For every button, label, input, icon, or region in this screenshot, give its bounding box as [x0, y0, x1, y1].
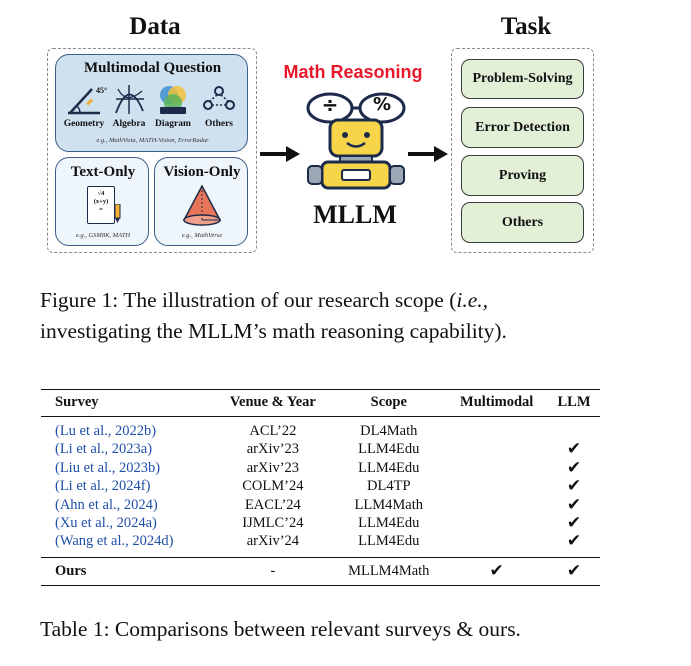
multimodal-cell: [445, 417, 548, 441]
scope-cell: LLM4Edu: [358, 441, 420, 458]
figure-caption-italic: i.e.,: [456, 288, 489, 312]
multimodal-cell: [445, 477, 548, 495]
multimodal-cell: [445, 496, 548, 514]
header-scope: Scope: [332, 390, 445, 417]
llm-check-icon: ✔: [548, 557, 600, 585]
paper-line-2: (x+y): [93, 198, 109, 205]
table-row: [41, 477, 600, 495]
scope-cell: DL4TP: [367, 478, 411, 495]
llm-check-icon: ✔: [566, 531, 582, 551]
survey-citation[interactable]: (Wang et al., 2024d): [55, 533, 174, 550]
venue-cell: arXiv’23: [246, 441, 300, 458]
multimodal-cell: [445, 514, 548, 532]
figure-caption-label: Figure 1:: [40, 288, 119, 312]
math-reasoning-title: Math Reasoning: [283, 62, 423, 82]
scope-cell: MLLM4Math: [332, 557, 445, 585]
survey-citation[interactable]: (Li et al., 2023a): [55, 441, 153, 458]
llm-check-icon: ✔: [566, 476, 582, 496]
vision-only-title: Vision-Only: [163, 164, 241, 180]
pencil-icon: [109, 204, 125, 224]
scope-cell: LLM4Edu: [358, 515, 420, 532]
multimodal-question-title: Multimodal Question: [83, 60, 222, 76]
table-row: [41, 496, 600, 514]
header-llm: LLM: [548, 390, 600, 417]
venue-cell: EACL’24: [244, 496, 301, 513]
survey-citation[interactable]: (Li et al., 2024f): [55, 478, 151, 495]
divide-bubble: ÷: [321, 93, 339, 117]
task-section-title: Task: [500, 13, 552, 40]
table-row: [41, 459, 600, 477]
arrow-right-icon: [260, 143, 300, 165]
others-icon: [202, 83, 236, 115]
venue-cell: IJMLC’24: [242, 515, 304, 532]
header-venue-year: Venue & Year: [214, 390, 333, 417]
category-diagram: Diagram: [155, 119, 191, 129]
table-row: [41, 417, 600, 441]
vision-only-panel: [154, 157, 248, 246]
venue-cell: COLM’24: [242, 478, 304, 495]
task-problem-solving: Problem-Solving: [461, 59, 584, 99]
venue-cell: arXiv’24: [246, 533, 300, 550]
multimodal-examples: e.g., MathVista, MATH-Vision, ErrorRadar: [96, 137, 209, 144]
multimodal-check-icon: ✔: [445, 557, 548, 585]
header-multimodal: Multimodal: [445, 390, 548, 417]
header-survey: Survey: [41, 390, 214, 417]
table-row: [41, 440, 600, 458]
text-only-examples: e.g., GSM8K, MATH: [75, 232, 131, 239]
paper-line-1: √4: [97, 190, 105, 197]
task-box: [451, 48, 594, 253]
text-only-title: Text-Only: [70, 164, 136, 180]
data-box: [47, 48, 257, 253]
arrow-right-icon: [408, 143, 448, 165]
survey-citation[interactable]: (Ahn et al., 2024): [55, 496, 158, 513]
venue-cell: arXiv’23: [246, 459, 300, 476]
llm-check-icon: ✔: [566, 439, 582, 459]
category-others: Others: [205, 119, 233, 129]
scope-cell: DL4Math: [360, 423, 418, 439]
cone-icon: [181, 184, 223, 228]
figure-caption-text: The illustration of our research scope (: [123, 288, 457, 312]
survey-ours: Ours: [41, 557, 214, 585]
survey-citation[interactable]: (Xu et al., 2024a): [55, 515, 157, 532]
venue-cell: -: [214, 557, 333, 585]
paper-line-3: =: [99, 206, 103, 213]
multimodal-cell: [445, 440, 548, 458]
survey-citation[interactable]: (Liu et al., 2023b): [55, 459, 161, 476]
scope-cell: LLM4Edu: [358, 459, 420, 476]
venue-cell: ACL’22: [249, 423, 297, 439]
table-row: [41, 532, 600, 557]
text-only-panel: [55, 157, 149, 246]
scope-cell: LLM4Edu: [358, 533, 420, 550]
diagram-icon: [157, 83, 189, 115]
multimodal-question-panel: [55, 54, 248, 152]
comparison-table: [41, 389, 600, 586]
data-section-title: Data: [129, 13, 181, 40]
scope-cell: LLM4Math: [354, 496, 423, 513]
angle-label: 45°: [96, 86, 108, 95]
category-geometry: Geometry: [63, 119, 105, 129]
table-row: [41, 514, 600, 532]
survey-citation[interactable]: (Lu et al., 2022b): [55, 423, 157, 439]
llm-check-icon: ✔: [566, 513, 582, 533]
table-row-ours: [41, 557, 600, 585]
percent-bubble: %: [372, 94, 392, 115]
task-error-detection: Error Detection: [461, 107, 584, 148]
llm-cell: [548, 417, 600, 441]
task-others: Others: [461, 202, 584, 243]
table-header-row: [41, 390, 600, 417]
multimodal-cell: [445, 459, 548, 477]
task-proving: Proving: [461, 155, 584, 196]
llm-check-icon: ✔: [566, 494, 582, 514]
table-caption: Table 1: Comparisons between relevant surveys & ours.: [40, 617, 521, 641]
vision-only-examples: e.g., MathVerse: [181, 232, 223, 239]
figure-caption: [40, 285, 640, 347]
multimodal-cell: [445, 532, 548, 557]
algebra-icon: [112, 83, 146, 115]
mllm-label: MLLM: [313, 200, 397, 229]
figure-caption-line2: investigating the MLLM’s math reasoning capability).: [40, 319, 507, 343]
llm-check-icon: ✔: [566, 457, 582, 477]
category-algebra: Algebra: [112, 119, 146, 129]
